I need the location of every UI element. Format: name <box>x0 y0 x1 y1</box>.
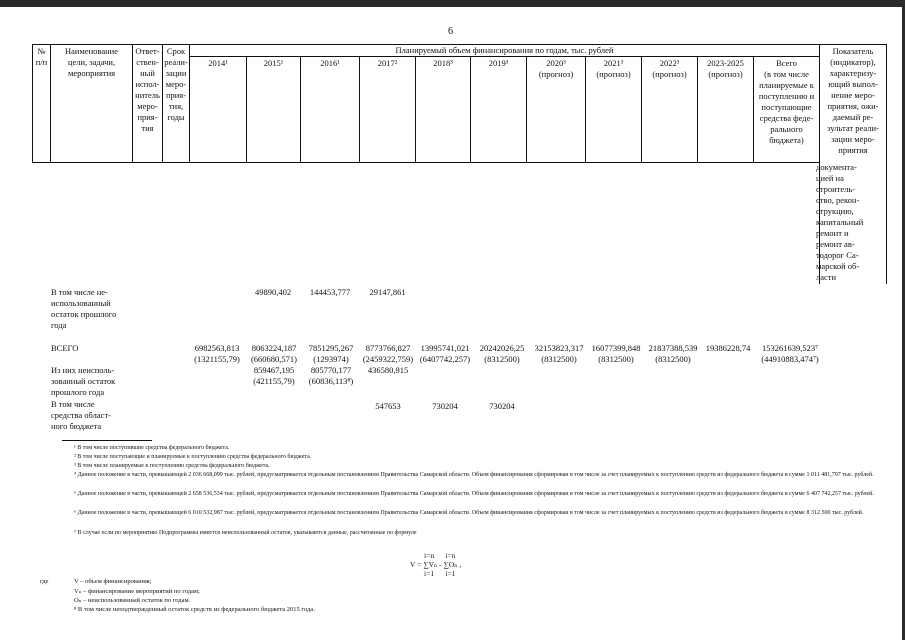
formula-main: V = ∑Vₙ - ∑Oₙ , <box>410 560 462 569</box>
row-label-of-unused: Из них неисполь- зованный остаток прошлого года <box>51 365 116 397</box>
cell-total-2022: 21837388,539 (8312500) <box>648 343 698 364</box>
header-col-indicator: Показатель (индикатор), характеризу- ющий выпол- нение меро- приятия, ожи- даемый ре- зультат реали- зации меро- приятия <box>827 46 879 155</box>
cell-of-unused-2016: 805770,177 (60836,113⁸) <box>308 365 354 386</box>
header-col-total: Всего (в том числе планируемые к поступлению и поступающие средства феде- рального бюджета) <box>758 58 815 145</box>
row-label-regional-budget: В том числе средства област- ного бюджета <box>51 399 111 431</box>
cell-total-2015: 8063224,187 (660680,571) <box>250 343 298 364</box>
header-year-2016: 2016¹ <box>320 58 340 68</box>
cell-total-2017: 8773766,827 (2459322,759) <box>362 343 414 364</box>
formula-upper-limits: i=n i=n <box>424 551 456 560</box>
footnote-5: ⁵ Данное положение в части, превышающей 2 658 536,534 тыс. рублей, предусматривается отдельным постановлением Правительства Самарской области. Объем финансирования сформирован в том числе за счет планируемых к поступлению средств из федерального бюджета в сумме 6 407 742,257 тыс. рублей. <box>74 491 874 497</box>
cell-total-2021: 16077399,848 (8312500) <box>591 343 641 364</box>
formula <box>410 551 461 578</box>
cell-regional-2019: 730204 <box>489 401 515 411</box>
header-year-2018: 2018³ <box>433 58 453 68</box>
footnote-2: ² В том числе поступающие и планируемые к поступлению средства федерального бюджета. <box>74 454 312 460</box>
cell-total-2018: 13995741,021 (6407742,257) <box>419 343 471 364</box>
cell-total-2016: 7851295,267 (1293974) <box>308 343 354 364</box>
row-label-unused-balance: В том числе не- использованный остаток прошлого года <box>51 287 117 330</box>
row-label-total: ВСЕГО <box>51 343 79 353</box>
header-bottom-line <box>32 162 819 163</box>
footnote-separator <box>62 440 152 441</box>
header-year-2014: 2014¹ <box>208 58 228 68</box>
header-year-2020: 2020³ (прогноз) <box>538 58 574 79</box>
header-year-2017: 2017² <box>377 58 398 68</box>
footnote-1: ¹ В том числе поступившие средства федерального бюджета. <box>74 445 230 451</box>
cell-total-2019: 20242026,25 (8312500) <box>479 343 525 364</box>
page-number: 6 <box>448 26 453 37</box>
header-year-2019: 2019³ <box>488 58 509 68</box>
cell-unused-2017: 29147,861 <box>369 287 406 297</box>
footnote-6: ⁶ Данное положение в части, превышающей 6 010 532,987 тыс. рублей, предусматривается отдельным постановлением Правительства Самарской области. Объем финансирования сформирован в том числе за счет планируемых к поступлению средств из федерального бюджета в сумме 8 312 500 тыс. рублей. <box>74 510 864 516</box>
cell-unused-2016: 144453,777 <box>309 287 351 297</box>
footnote-4: ⁴ Данное положение в части, превышающей 2 036 668,099 тыс. рублей, предусматривается отдельным постановлением Правительства Самарской области. Объем финансирования сформирован в том числе за счет планируемых к поступлению средств из федерального бюджета в сумме 1 011 481,797 тыс. рублей. <box>74 472 874 478</box>
footnote-3: ³ В том числе планируемые к поступлению средства федерального бюджета. <box>74 463 270 469</box>
cell-unused-2015: 49890,402 <box>254 287 292 297</box>
where-vn: Vₙ – финансирование мероприятий по годам; <box>74 588 200 595</box>
header-col-term: Срок реали- зации меро- прия- тия, годы <box>164 46 188 122</box>
header-vline <box>246 56 247 162</box>
header-year-2023-2025: 2023-2025 (прогноз) <box>707 58 744 79</box>
header-col-responsible: Ответ- ствен- ный испол- нитель меро- прия- тия <box>135 46 160 133</box>
header-financing-group: Планируемый объем финансирования по годам, тыс. рублей <box>395 45 614 55</box>
header-vline <box>300 56 301 162</box>
indicator-continuation-text: документа- цией на строитель- ство, рекон- струкцию, капитальный ремонт и ремонт ав- тодорог Са- марской об- ласти <box>816 162 864 282</box>
cell-total-2023-2025: 19386228,74 <box>705 343 751 353</box>
where-word: где <box>40 578 49 585</box>
header-year-2015: 2015¹ <box>263 58 284 68</box>
formula-lower-limits: i=1 i=1 <box>424 569 456 578</box>
cell-total-2014: 6982563,813 (1321155,79) <box>194 343 240 364</box>
header-col-name: Наименование цели, задачи, мероприятия <box>65 46 118 78</box>
header-vline <box>415 56 416 162</box>
cell-of-unused-2015: 859467,195 (421155,79) <box>253 365 295 386</box>
indicator-column-border <box>886 162 887 284</box>
header-vline <box>886 44 887 162</box>
header-vline <box>359 56 360 162</box>
header-year-2021: 2021³ (прогноз) <box>596 58 631 79</box>
scan-top-border <box>0 0 905 7</box>
cell-total-2020: 32153823,317 (8312500) <box>534 343 584 364</box>
header-vline <box>470 56 471 162</box>
cell-regional-2017: 547653 <box>375 401 401 411</box>
cell-of-unused-2017: 436580,915 <box>367 365 409 375</box>
cell-regional-2018: 730204 <box>432 401 458 411</box>
footnote-8: ⁸ В том числе неподтвержденный остаток средств из федерального бюджета 2015 года. <box>74 606 315 613</box>
cell-total-all: 153261639,523⁷ (44910883,474⁷) <box>761 343 819 364</box>
where-on: Oₙ – неиспользованный остаток по годам. <box>74 597 191 604</box>
footnote-7: ⁷ В случае если по мероприятию Подпрограммы имеется неиспользованный остаток, указываются данные, рассчитанные по формуле <box>74 530 417 536</box>
table-header <box>32 44 901 162</box>
header-col-number: № п/п <box>35 46 48 67</box>
header-year-2022: 2022³ (прогноз) <box>652 58 687 79</box>
header-group-line <box>189 56 819 57</box>
where-v: V – объем финансирования; <box>74 578 152 585</box>
